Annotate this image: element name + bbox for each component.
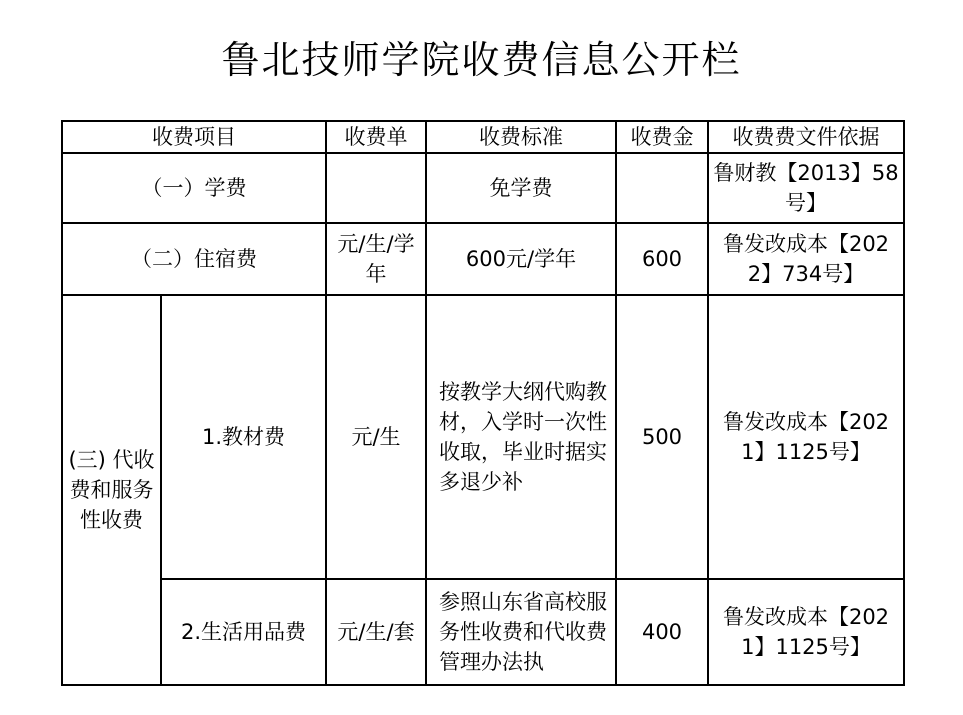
table-row (62, 579, 904, 685)
supplies-amount: 400 (616, 579, 708, 685)
dorm-item: （二）住宿费 (62, 223, 326, 295)
tuition-item: （一）学费 (62, 153, 326, 223)
dorm-basis: 鲁发改成本【2022】734号】 (708, 223, 904, 295)
page-title: 鲁北技师学院收费信息公开栏 (221, 38, 742, 82)
supplies-item: 2.生活用品费 (161, 579, 326, 685)
table-row (62, 295, 904, 579)
dorm-unit: 元/生/学年 (326, 223, 426, 295)
table-row (62, 153, 904, 223)
textbook-unit: 元/生 (326, 295, 426, 579)
dorm-standard: 600元/学年 (426, 223, 616, 295)
tuition-amount (616, 153, 708, 223)
supplies-standard: 参照山东省高校服务性收费和代收费管理办法执 (426, 579, 616, 685)
supplies-basis: 鲁发改成本【2021】1125号】 (708, 579, 904, 685)
table-row (62, 223, 904, 295)
header-standard: 收费标准 (426, 121, 616, 153)
fee-table (61, 120, 905, 686)
dorm-amount: 600 (616, 223, 708, 295)
header-unit: 收费单 (326, 121, 426, 153)
textbook-item: 1.教材费 (161, 295, 326, 579)
tuition-unit (326, 153, 426, 223)
header-amount: 收费金 (616, 121, 708, 153)
service-group-label: (三) 代收费和服务性收费 (62, 295, 161, 685)
tuition-standard: 免学费 (426, 153, 616, 223)
tuition-basis: 鲁财教【2013】58号】 (708, 153, 904, 223)
textbook-standard: 按教学大纲代购教材，入学时一次性收取，毕业时据实多退少补 (426, 295, 616, 579)
supplies-unit: 元/生/套 (326, 579, 426, 685)
textbook-amount: 500 (616, 295, 708, 579)
header-basis: 收费费文件依据 (708, 121, 904, 153)
header-row (62, 121, 904, 153)
textbook-basis: 鲁发改成本【2021】1125号】 (708, 295, 904, 579)
header-item: 收费项目 (62, 121, 326, 153)
